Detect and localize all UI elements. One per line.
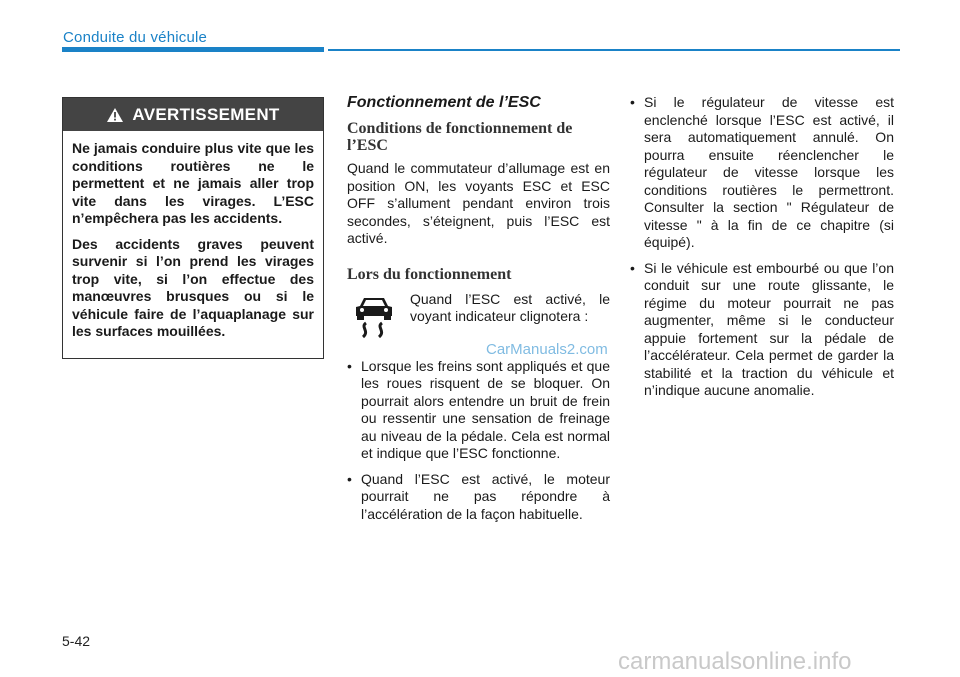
section-heading: Fonctionnement de l’ESC <box>347 94 541 111</box>
middle-column <box>347 94 610 531</box>
list-item: • Quand l’ESC est activé, le moteur pourrait ne pas répondre à l’accélération de la façon habituelle. <box>347 471 610 524</box>
conditions-paragraph: Quand le commutateur d’allumage est en position ON, les voyants ESC et ESC OFF s’allument pendant environ trois secondes, s’éteignent, puis l’ESC est activé. <box>347 160 610 246</box>
warning-paragraph: Ne jamais conduire plus vite que les conditions routières ne le permettent et ne jamais aller trop vite dans les virages. L’ESC n’empêchera pas les accidents. <box>72 140 314 226</box>
list-item: • Si le régulateur de vitesse est enclenché lorsque l’ESC est activé, il sera automatiquement annulé. On pourra ensuite réenclencher le régulateur de vitesse lorsque les conditions routières le permettront. Consulter la section " Régulateur de vitesse " à la fin de ce chapitre (si équipé). <box>630 94 894 252</box>
right-bullets <box>630 94 894 400</box>
list-item: • Si le véhicule est embourbé ou que l’on conduit sur une route glissante, le régime du moteur pourrait ne pas augmenter, même si le conducteur appuie fortement sur la pédale de l’accélérateur. Cela permet de garder la stabilité et la traction du véhicule et n’indique aucune anomalie. <box>630 260 894 400</box>
header-rule-thin <box>328 49 900 51</box>
footer-site-mark: carmanualsonline.info <box>618 648 852 675</box>
list-item: • Lorsque les freins sont appliqués et que les roues risquent de se bloquer. On pourrait alors entendre un bruit de frein ou ressentir une sensation de freinage au niveau de la pédale. Cela est normal et indique que l’ESC fonctionne. <box>347 358 610 463</box>
warning-title: AVERTISSEMENT <box>132 104 280 124</box>
icon-caption: Quand l’ESC est activé, le voyant indicateur clignotera : <box>410 290 610 324</box>
esc-indicator-row <box>347 291 610 344</box>
warning-body <box>63 131 323 341</box>
page-number: 5-42 <box>62 633 91 649</box>
subheading-operation: Lors du fonctionnement <box>347 265 512 283</box>
operation-bullets <box>347 358 610 524</box>
warning-header <box>63 98 323 131</box>
subheading-conditions: Conditions de fonctionnement de l’ESC <box>347 120 573 154</box>
header-rule-thick <box>62 47 324 52</box>
section-title: Conduite du véhicule <box>63 29 208 46</box>
warning-triangle-icon <box>106 107 124 123</box>
warning-box <box>62 97 324 359</box>
esc-skid-car-icon <box>347 291 400 344</box>
warning-paragraph: Des accidents graves peuvent survenir si l’on prend les virages trop vite, si l’on effectue des manœuvres brusques ou si le véhicule faire de l’aquaplanage sur les surfaces mouillées. <box>72 235 314 339</box>
right-column <box>630 94 894 408</box>
watermark: CarManuals2.com <box>486 341 608 358</box>
